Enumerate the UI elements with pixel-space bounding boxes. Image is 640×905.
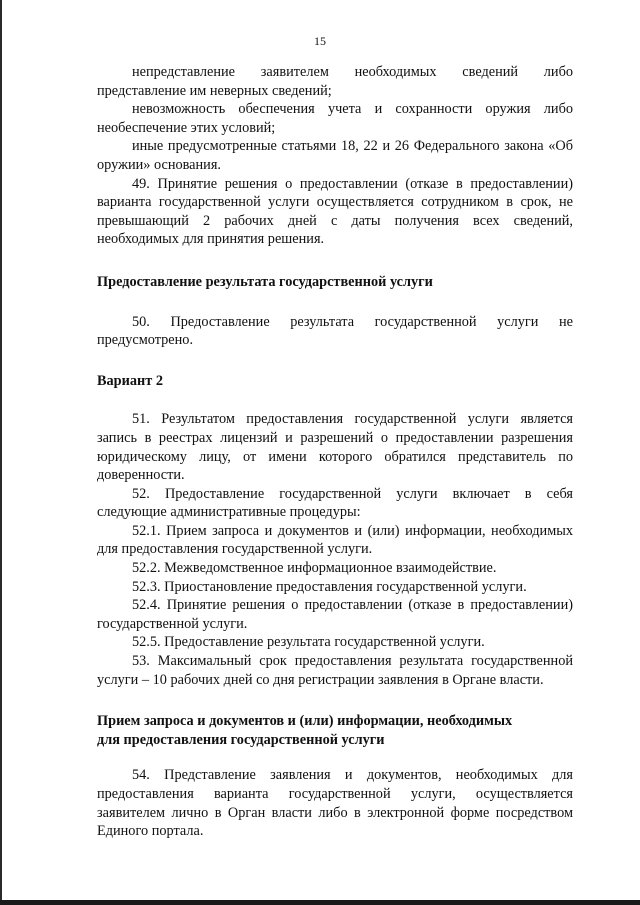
section-heading-request [97, 712, 573, 749]
scan-bottom-edge [0, 900, 640, 905]
section-heading-request-line-1: Прием запроса и документов и (или) информации, необходимых [97, 713, 513, 730]
section-heading-variant-2: Вариант 2 [97, 372, 164, 389]
section-heading-result: Предоставление результата государственной услуги [97, 273, 433, 290]
paragraph: 51. Результатом предоставления государственной услуги является запись в реестрах лицензий и разрешений о предоставлении разрешения юридическому лицу, от имени которого обратился представитель по доверенности. [97, 411, 573, 484]
paragraph-group-mid [97, 313, 573, 350]
paragraph: 52.3. Приостановление предоставления государственной услуги. [132, 578, 527, 595]
paragraph: представление им неверных сведений; [97, 82, 332, 99]
paragraph-group-variant-2 [97, 410, 573, 689]
paragraph: 52.4. Принятие решения о предоставлении (отказе в предоставлении) государственной услуги. [97, 597, 573, 632]
paragraph: 52. Предоставление государственной услуги включает в себя следующие административные процедуры: [97, 485, 573, 521]
paragraph: 49. Принятие решения о предоставлении (отказе в предоставлении) варианта государственной услуги осуществляется сотрудником в срок, не превышающий 2 рабочих дней с даты получения всех сведений, необходимых для принятия решения. [97, 175, 573, 248]
paragraph: непредставление заявителем необходимых сведений либо [132, 64, 573, 80]
scan-left-edge [0, 0, 2, 905]
paragraph: 54. Представление заявления и документов, необходимых для предоставления варианта государственной услуги, осуществляется заявителем лично в Орган власти либо в электронной форме посредством Единого портала. [97, 767, 573, 840]
paragraph: 52.1. Прием запроса и документов и (или) информации, необходимых для предоставления государственной услуги. [97, 522, 573, 558]
paragraph-group-top [97, 63, 573, 249]
paragraph: невозможность обеспечения учета и сохранности оружия либо необеспечение этих условий; [97, 101, 573, 136]
document-body [97, 63, 573, 841]
paragraph: 53. Максимальный срок предоставления результата государственной услуги – 10 рабочих дней со дня регистрации заявления в Органе власти. [97, 653, 573, 688]
page-number: 15 [314, 34, 326, 48]
paragraph: 52.2. Межведомственное информационное взаимодействие. [132, 560, 497, 577]
section-heading-request-line-2: для предоставления государственной услуги [97, 731, 385, 748]
paragraph-group-end [97, 766, 573, 840]
paragraph: 50. Предоставление результата государственной услуги не предусмотрено. [97, 313, 573, 349]
paragraph: 52.5. Предоставление результата государственной услуги. [132, 634, 485, 651]
paragraph: иные предусмотренные статьями 18, 22 и 26 Федерального закона «Об оружии» основания. [97, 138, 573, 173]
